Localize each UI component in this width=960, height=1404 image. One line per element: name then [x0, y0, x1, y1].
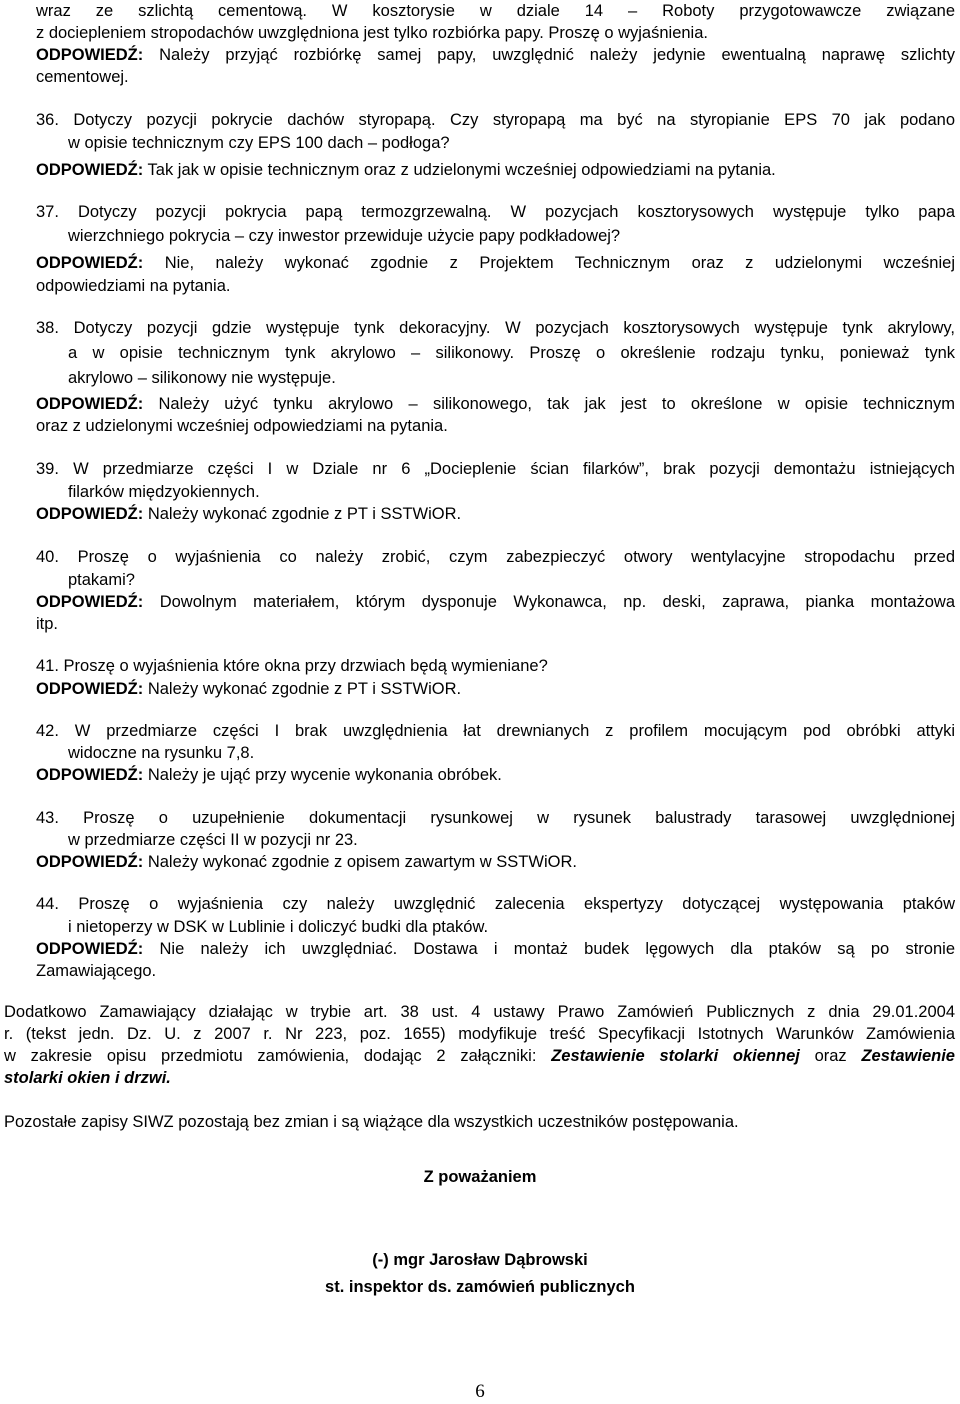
page-number: 6 — [475, 1381, 485, 1402]
additional-line1: Dodatkowo Zamawiający działając w trybie art. 38 ust. 4 ustawy Prawo Zamówień Publicznych z dnia 29.01.2004 — [4, 1003, 955, 1021]
answer-label: ODPOWIEDŹ: — [36, 46, 144, 64]
item39-answer-line1: ODPOWIEDŹ: Należy wykonać zgodnie z PT i SSTWiOR. — [36, 505, 462, 523]
item41-answer-line1: ODPOWIEDŹ: Należy wykonać zgodnie z PT i SSTWiOR. — [36, 680, 462, 698]
item42-answer-line1: ODPOWIEDŹ: Należy je ująć przy wycenie wykonania obróbek. — [36, 766, 502, 784]
item37-answer-line2: odpowiedziami na pytania. — [36, 277, 231, 295]
item37-answer-line1: ODPOWIEDŹ: Nie, należy wykonać zgodnie z Projektem Technicznym oraz z udzielonymi wcześniej — [36, 254, 955, 272]
answer-label: ODPOWIEDŹ: — [36, 766, 144, 784]
additional-line3: w zakresie opisu przedmiotu zamówienia, dodając 2 załączniki: Zestawienie stolarki okiennej oraz Zestawienie — [4, 1047, 955, 1065]
item36-answer-line1: ODPOWIEDŹ: Tak jak w opisie technicznym oraz z udzielonymi wcześniej odpowiedziami na pytania. — [36, 161, 776, 179]
item36-question-line2: w opisie technicznym czy EPS 100 dach – podłoga? — [68, 134, 450, 152]
item35-answer-line2: cementowej. — [36, 68, 129, 86]
item44-question-line1: 44. Proszę o wyjaśnienia czy należy uwzględnić zalecenia ekspertyzy dotyczącej występowania ptaków — [36, 895, 955, 913]
item37-question-line1: 37. Dotyczy pozycji pokrycia papą termozgrzewalną. W pozycjach kosztorysowych występuje tylko papa — [36, 203, 955, 221]
item40-question-line2: ptakami? — [68, 571, 135, 589]
closing-greeting: Z poważaniem — [423, 1168, 537, 1186]
additional-line2: r. (tekst jedn. Dz. U. z 2007 r. Nr 223, poz. 1655) modyfikuje treść Specyfikacji Istotnych Warunków Zamówienia — [4, 1025, 955, 1043]
answer-label: ODPOWIEDŹ: — [36, 593, 144, 611]
item43-question-line1: 43. Proszę o uzupełnienie dokumentacji rysunkowej w rysunek balustrady tarasowej uwzględnionej — [36, 809, 955, 827]
attachment-1-title: Zestawienie stolarki okiennej — [551, 1047, 800, 1065]
item40-answer-line2: itp. — [36, 615, 59, 633]
item38-question-line2: a w opisie technicznym tynk akrylowo – silikonowy. Proszę o określenie rodzaju tynku, ponieważ tynk — [68, 344, 955, 362]
item35-question-line2: z dociepleniem stropodachów uwzględniona jest tylko rozbiórka papy. Proszę o wyjaśnienia. — [36, 24, 708, 42]
answer-label: ODPOWIEDŹ: — [36, 505, 144, 523]
item42-question-line1: 42. W przedmiarze części I brak uwzględnienia łat drewnianych z profilem mocującym pod obróbki attyki — [36, 722, 955, 740]
attachment-2-title: Zestawienie — [861, 1047, 955, 1065]
answer-label: ODPOWIEDŹ: — [36, 680, 144, 698]
additional-line4: stolarki okien i drzwi. — [4, 1069, 171, 1087]
answer-label: ODPOWIEDŹ: — [36, 853, 144, 871]
item44-answer-line1: ODPOWIEDŹ: Nie należy ich uwzględniać. Dostawa i montaż budek lęgowych dla ptaków są po stronie — [36, 940, 955, 958]
item43-answer-line1: ODPOWIEDŹ: Należy wykonać zgodnie z opisem zawartym w SSTWiOR. — [36, 853, 577, 871]
item38-answer-line2: oraz z udzielonymi wcześniej odpowiedziami na pytania. — [36, 417, 448, 435]
item38-answer-line1: ODPOWIEDŹ: Należy użyć tynku akrylowo – silikonowego, tak jak jest to określone w opisie technicznym — [36, 395, 955, 413]
item43-question-line2: w przedmiarze części II w pozycji nr 23. — [68, 831, 358, 849]
answer-label: ODPOWIEDŹ: — [36, 254, 144, 272]
item44-answer-line2: Zamawiającego. — [36, 962, 157, 980]
remaining-provisions: Pozostałe zapisy SIWZ pozostają bez zmian i są wiążące dla wszystkich uczestników postępowania. — [4, 1113, 739, 1131]
item39-question-line1: 39. W przedmiarze części I w Dziale nr 6 „Docieplenie ścian filarków”, brak pozycji demontażu istniejących — [36, 460, 955, 478]
item35-question-line1: wraz ze szlichtą cementową. W kosztorysie w dziale 14 – Roboty przygotowawcze związane — [36, 2, 955, 20]
answer-label: ODPOWIEDŹ: — [36, 940, 144, 958]
item42-question-line2: widoczne na rysunku 7,8. — [68, 744, 255, 762]
item41-question-line1: 41. Proszę o wyjaśnienia które okna przy drzwiach będą wymieniane? — [36, 657, 548, 675]
item39-question-line2: filarków międzyokiennych. — [68, 483, 260, 501]
signature-name: (-) mgr Jarosław Dąbrowski — [372, 1251, 588, 1269]
item38-question-line3: akrylowo – silikonowy nie występuje. — [68, 369, 336, 387]
answer-label: ODPOWIEDŹ: — [36, 395, 144, 413]
item38-question-line1: 38. Dotyczy pozycji gdzie występuje tynk dekoracyjny. W pozycjach kosztorysowych występuje tynk akrylowy, — [36, 319, 955, 337]
item40-question-line1: 40. Proszę o wyjaśnienia co należy zrobić, czym zabezpieczyć otwory wentylacyjne stropodachu przed — [36, 548, 955, 566]
answer-label: ODPOWIEDŹ: — [36, 161, 144, 179]
item40-answer-line1: ODPOWIEDŹ: Dowolnym materiałem, którym dysponuje Wykonawca, np. deski, zaprawa, pianka montażowa — [36, 593, 955, 611]
item36-question-line1: 36. Dotyczy pozycji pokrycie dachów styropapą. Czy styropapą ma być na styropianie EPS 70 jak podano — [36, 111, 955, 129]
item44-question-line2: i nietoperzy w DSK w Lublinie i doliczyć budki dla ptaków. — [68, 918, 489, 936]
item35-answer-line1: ODPOWIEDŹ: Należy przyjąć rozbiórkę samej papy, uwzględnić należy jedynie ewentualną naprawę szlichty — [36, 46, 955, 64]
signature-title: st. inspektor ds. zamówień publicznych — [325, 1278, 635, 1296]
item37-question-line2: wierzchniego pokrycia – czy inwestor przewiduje użycie papy podkładowej? — [68, 227, 621, 245]
